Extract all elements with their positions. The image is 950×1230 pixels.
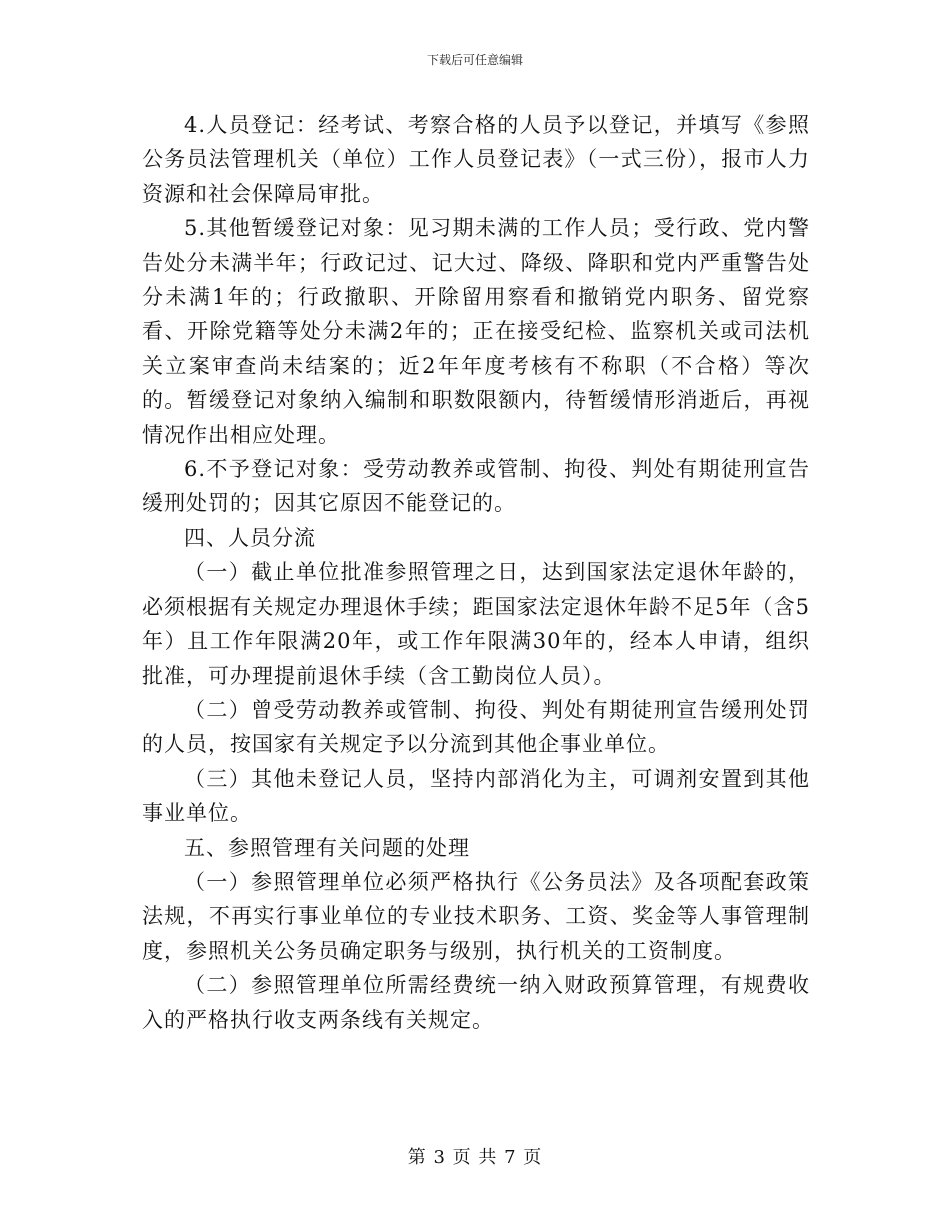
- paragraph-handling-2: （二）参照管理单位所需经费统一纳入财政预算管理，有规费收入的严格执行收支两条线有关规定。: [142, 973, 810, 1032]
- paragraph-handling-1: （一）参照管理单位必须严格执行《公务员法》及各项配套政策法规，不再实行事业单位的专业技术职务、工资、奖金等人事管理制度，参照机关公务员确定职务与级别，执行机关的工资制度。: [142, 869, 810, 963]
- document-body: [142, 108, 810, 1037]
- section-heading-issue-handling: 五、参照管理有关问题的处理: [184, 835, 470, 860]
- paragraph-item-6: 6.不予登记对象：受劳动教养或管制、拘役、判处有期徒刑宣告缓刑处罚的；因其它原因不能登记的。: [142, 457, 810, 516]
- page-header: 下载后可任意编辑: [426, 53, 523, 67]
- paragraph-diversion-2: （二）曾受劳动教养或管制、拘役、判处有期徒刑宣告缓刑处罚的人员，按国家有关规定予以分流到其他企事业单位。: [142, 697, 810, 757]
- page-footer: 第 3 页 共 7 页: [407, 1147, 543, 1168]
- paragraph-diversion-1: （一）截止单位批准参照管理之日，达到国家法定退休年龄的，必须根据有关规定办理退休手续；距国家法定退休年龄不足5年（含5年）且工作年限满20年，或工作年限满30年的，经本人申请，组织批准，可办理提前退休手续（含工勤岗位人员）。: [142, 560, 810, 688]
- paragraph-item-4: 4.人员登记：经考试、考察合格的人员予以登记，并填写《参照公务员法管理机关（单位）工作人员登记表》（一式三份），报市人力资源和社会保障局审批。: [142, 113, 810, 206]
- paragraph-diversion-3: （三）其他未登记人员，坚持内部消化为主，可调剂安置到其他事业单位。: [142, 766, 810, 826]
- paragraph-item-5: 5.其他暂缓登记对象：见习期未满的工作人员；受行政、党内警告处分未满半年；行政记过、记大过、降级、降职和党内严重警告处分未满1年的；行政撤职、开除留用察看和撤销党内职务、留党察看、开除党籍等处分未满2年的；正在接受纪检、监察机关或司法机关立案审查尚未结案的；近2年年度考核有不称职（不合格）等次的。暂缓登记对象纳入编制和职数限额内，待暂缓情形消逝后，再视情况作出相应处理。: [142, 216, 810, 447]
- section-heading-personnel-diversion: 四、人员分流: [184, 525, 316, 550]
